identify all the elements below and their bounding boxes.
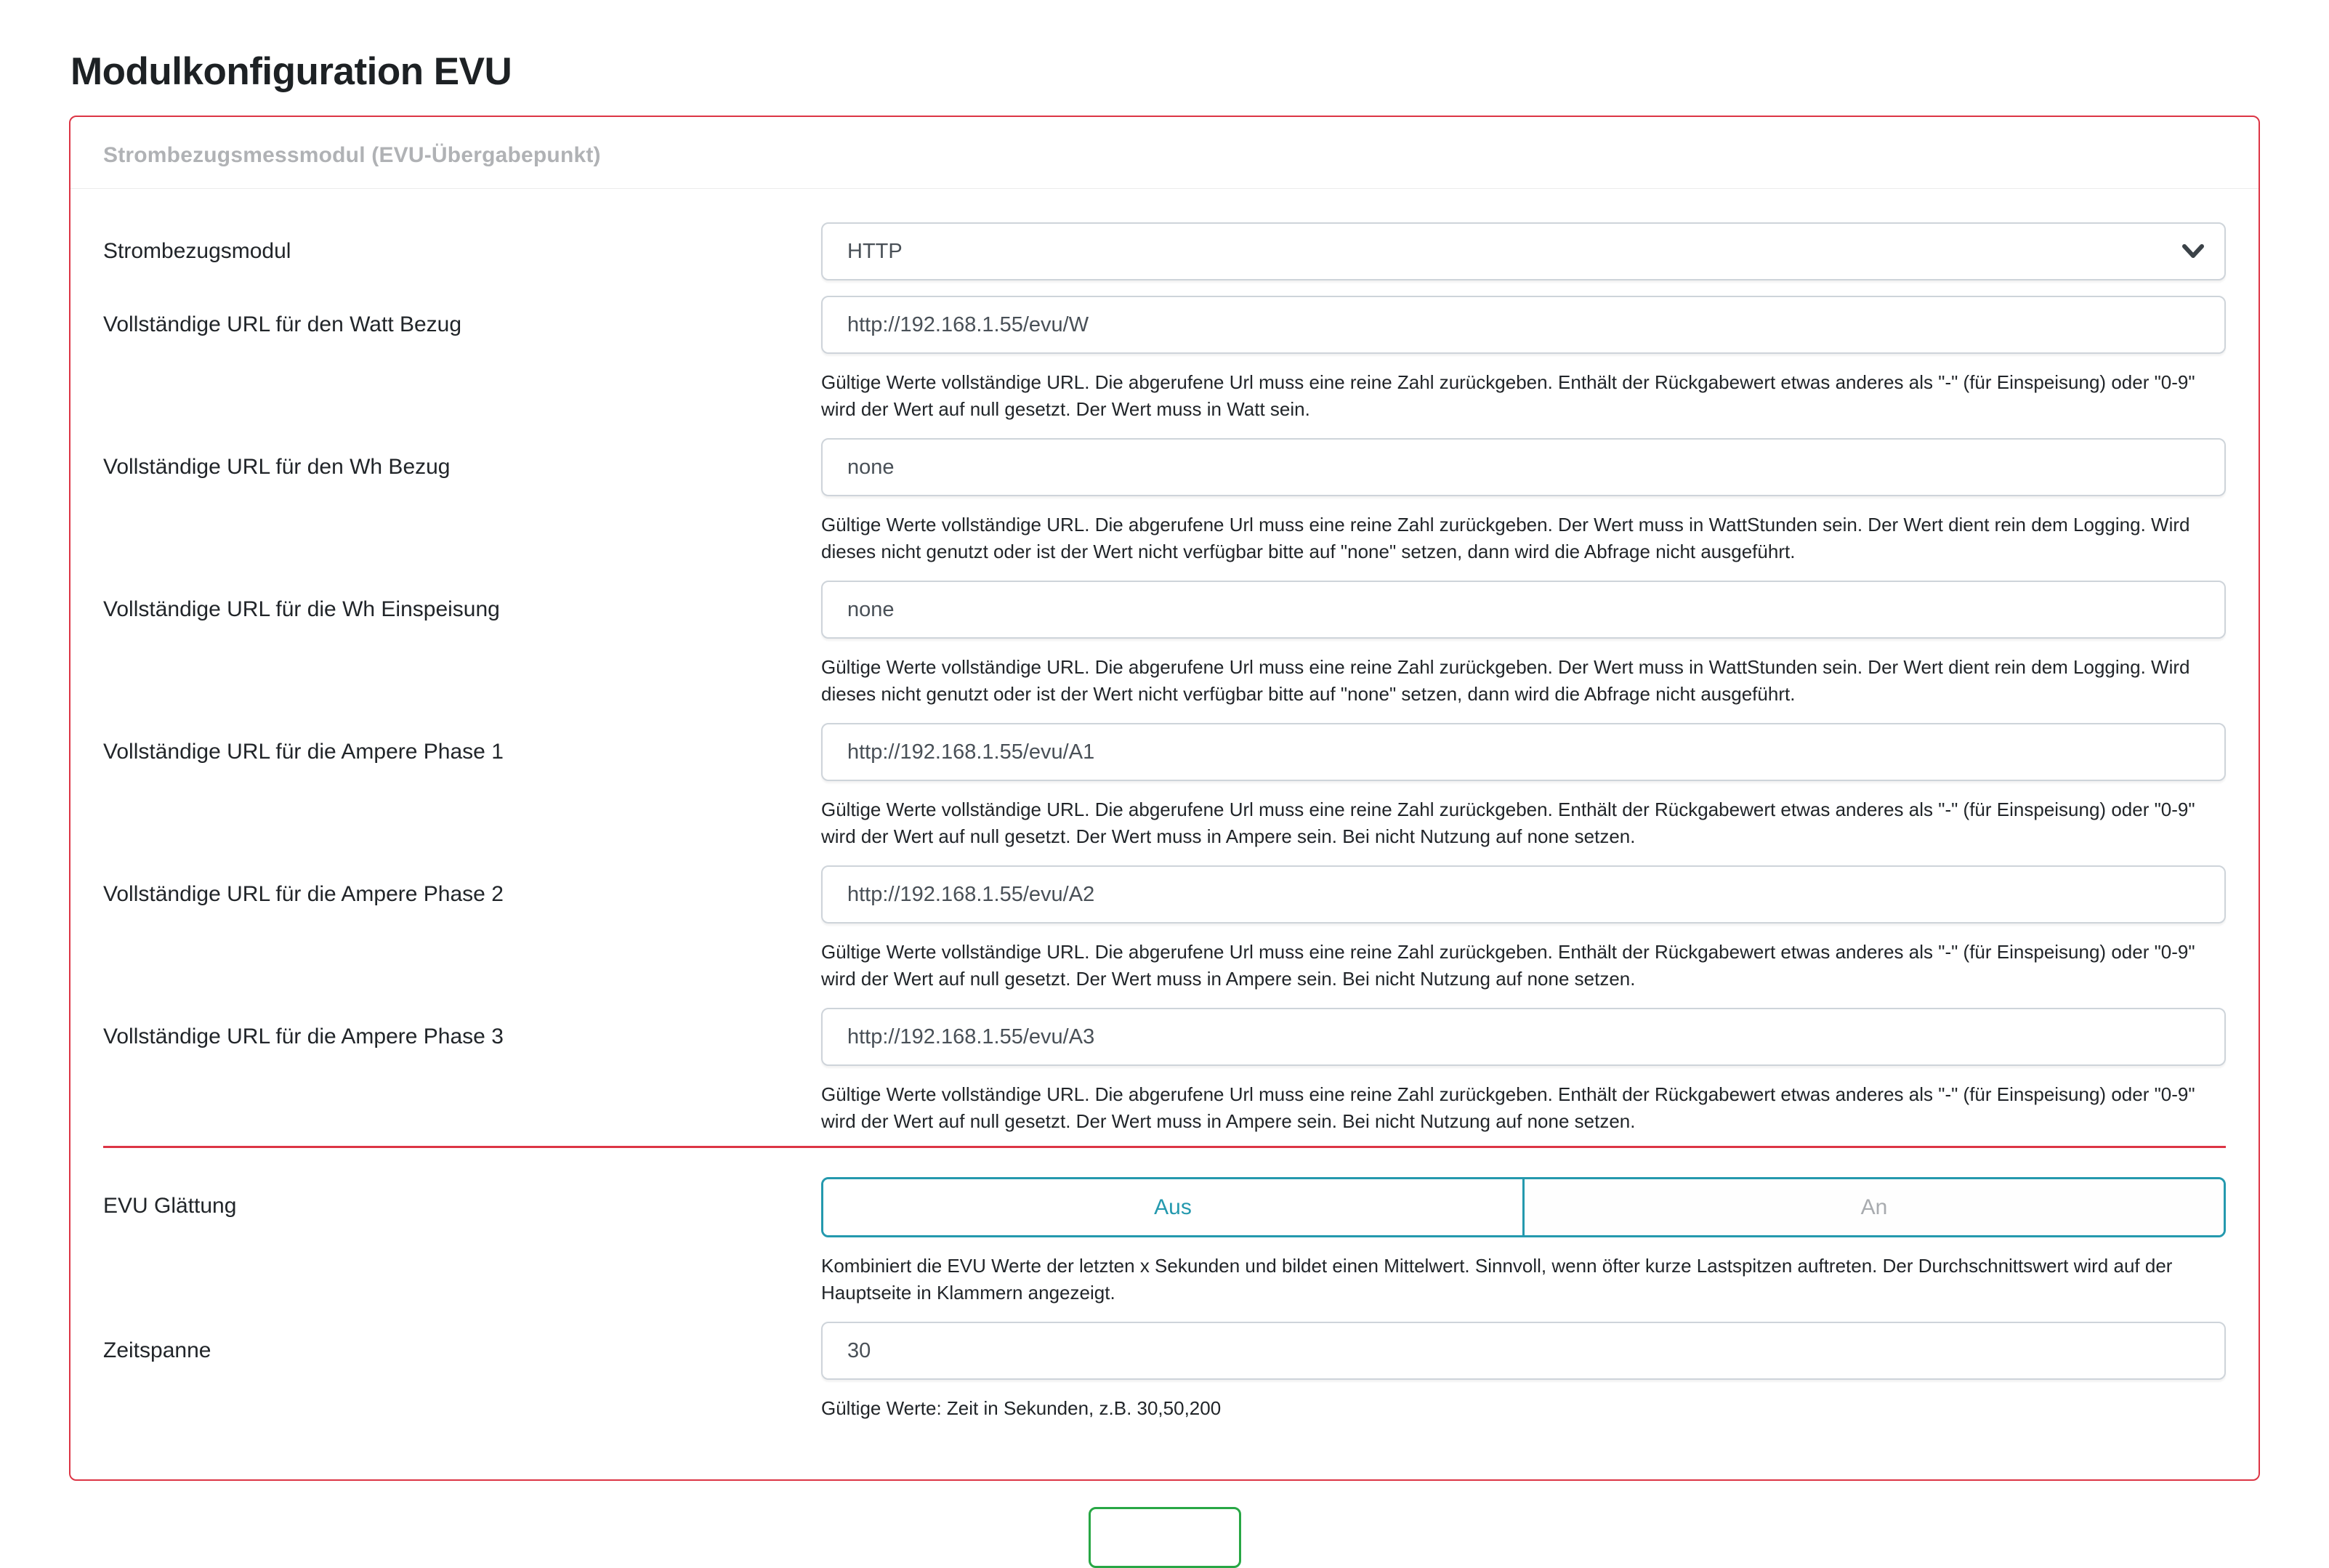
config-card: [69, 116, 2260, 1481]
zeitspanne-help-text: Gültige Werte: Zeit in Sekunden, z.B. 30,50,200: [821, 1397, 1222, 1419]
field-label-evu-glaettung: EVU Glättung: [103, 1194, 237, 1218]
ampere-phase-1-url-input[interactable]: [821, 723, 2226, 781]
config-form: [70, 189, 2259, 1479]
evu-glaettung-option-aus-button[interactable]: Aus: [823, 1179, 1522, 1235]
form-row-ampere-phase-3-url: [103, 1008, 2226, 1135]
field-label-zeitspanne: Zeitspanne: [103, 1338, 211, 1362]
wh-einspeisung-url-input[interactable]: [821, 581, 2226, 639]
form-row-wh-bezug-url: [103, 438, 2226, 565]
control-col-zeitspanne: [821, 1322, 2226, 1422]
field-label-wh-bezug-url: Vollständige URL für den Wh Bezug: [103, 455, 451, 479]
field-label-ampere-phase-1-url: Vollständige URL für die Ampere Phase 1: [103, 740, 504, 764]
evu-glaettung-toggle-group: [821, 1177, 2226, 1237]
field-label-strombezugsmodul: Strombezugsmodul: [103, 239, 291, 263]
footer: [69, 1507, 2260, 1568]
evu-glaettung-help-text: Kombiniert die EVU Werte der letzten x Sekunden und bildet einen Mittelwert. Sinnvoll, wenn öfter kurze Lastspitzen auftreten. Der Durchschnittswert wird auf der Hauptseite in Klammern angezeigt.: [821, 1255, 2173, 1304]
watt-bezug-url-input[interactable]: [821, 296, 2226, 354]
form-row-zeitspanne: [103, 1322, 2226, 1422]
field-label-ampere-phase-2-url: Vollständige URL für die Ampere Phase 2: [103, 882, 504, 906]
ampere-phase-3-url-help-text: Gültige Werte vollständige URL. Die abgerufene Url muss eine reine Zahl zurückgeben. Enthält der Rückgabewert etwas anderes als "-" (für Einspeisung) oder "0-9" wird der Wert auf null gesetzt. Der Wert muss in Ampere sein. Bei nicht Nutzung auf none setzen.: [821, 1083, 2195, 1132]
form-row-strombezugsmodul: [103, 222, 2226, 280]
control-col-ampere-phase-2-url: [821, 865, 2226, 993]
control-col-watt-bezug-url: [821, 296, 2226, 423]
form-row-ampere-phase-1-url: [103, 723, 2226, 850]
wh-bezug-url-help-text: Gültige Werte vollständige URL. Die abgerufene Url muss eine reine Zahl zurückgeben. Der Wert muss in WattStunden sein. Der Wert dient rein dem Logging. Wird dieses nicht genutzt oder ist der Wert nicht verfügbar bitte auf "none" setzen, dann wird die Abfrage nicht ausgeführt.: [821, 514, 2190, 562]
form-row-ampere-phase-2-url: [103, 865, 2226, 993]
ampere-phase-1-url-help-text: Gültige Werte vollständige URL. Die abgerufene Url muss eine reine Zahl zurückgeben. Enthält der Rückgabewert etwas anderes als "-" (für Einspeisung) oder "0-9" wird der Wert auf null gesetzt. Der Wert muss in Ampere sein. Bei nicht Nutzung auf none setzen.: [821, 799, 2195, 847]
form-row-evu-glaettung: [103, 1177, 2226, 1306]
strombezugsmodul-select-wrap: [821, 222, 2226, 280]
save-button[interactable]: [1089, 1507, 1241, 1568]
control-col-ampere-phase-3-url: [821, 1008, 2226, 1135]
ampere-phase-2-url-input[interactable]: [821, 865, 2226, 924]
zeitspanne-input[interactable]: [821, 1322, 2226, 1380]
section-divider: [103, 1146, 2226, 1148]
field-label-ampere-phase-3-url: Vollständige URL für die Ampere Phase 3: [103, 1025, 504, 1048]
control-col-wh-einspeisung-url: [821, 581, 2226, 708]
form-row-watt-bezug-url: [103, 296, 2226, 423]
evu-glaettung-option-an-button[interactable]: An: [1522, 1179, 2224, 1235]
control-col-strombezugsmodul: [821, 222, 2226, 280]
field-label-wh-einspeisung-url: Vollständige URL für die Wh Einspeisung: [103, 597, 500, 621]
field-label-watt-bezug-url: Vollständige URL für den Watt Bezug: [103, 312, 462, 336]
watt-bezug-url-help-text: Gültige Werte vollständige URL. Die abgerufene Url muss eine reine Zahl zurückgeben. Enthält der Rückgabewert etwas anderes als "-" (für Einspeisung) oder "0-9" wird der Wert auf null gesetzt. Der Wert muss in Watt sein.: [821, 371, 2195, 420]
page-title: Modulkonfiguration EVU: [70, 50, 512, 93]
control-col-wh-bezug-url: [821, 438, 2226, 565]
control-col-evu-glaettung: [821, 1177, 2226, 1306]
wh-bezug-url-input[interactable]: [821, 438, 2226, 496]
ampere-phase-3-url-input[interactable]: [821, 1008, 2226, 1066]
wh-einspeisung-url-help-text: Gültige Werte vollständige URL. Die abgerufene Url muss eine reine Zahl zurückgeben. Der Wert muss in WattStunden sein. Der Wert dient rein dem Logging. Wird dieses nicht genutzt oder ist der Wert nicht verfügbar bitte auf "none" setzen, dann wird die Abfrage nicht ausgeführt.: [821, 656, 2190, 705]
form-row-wh-einspeisung-url: [103, 581, 2226, 708]
card-header: Strombezugsmessmodul (EVU-Übergabepunkt): [70, 117, 2259, 189]
ampere-phase-2-url-help-text: Gültige Werte vollständige URL. Die abgerufene Url muss eine reine Zahl zurückgeben. Enthält der Rückgabewert etwas anderes als "-" (für Einspeisung) oder "0-9" wird der Wert auf null gesetzt. Der Wert muss in Ampere sein. Bei nicht Nutzung auf none setzen.: [821, 941, 2195, 990]
control-col-ampere-phase-1-url: [821, 723, 2226, 850]
strombezugsmodul-select[interactable]: [821, 222, 2226, 280]
